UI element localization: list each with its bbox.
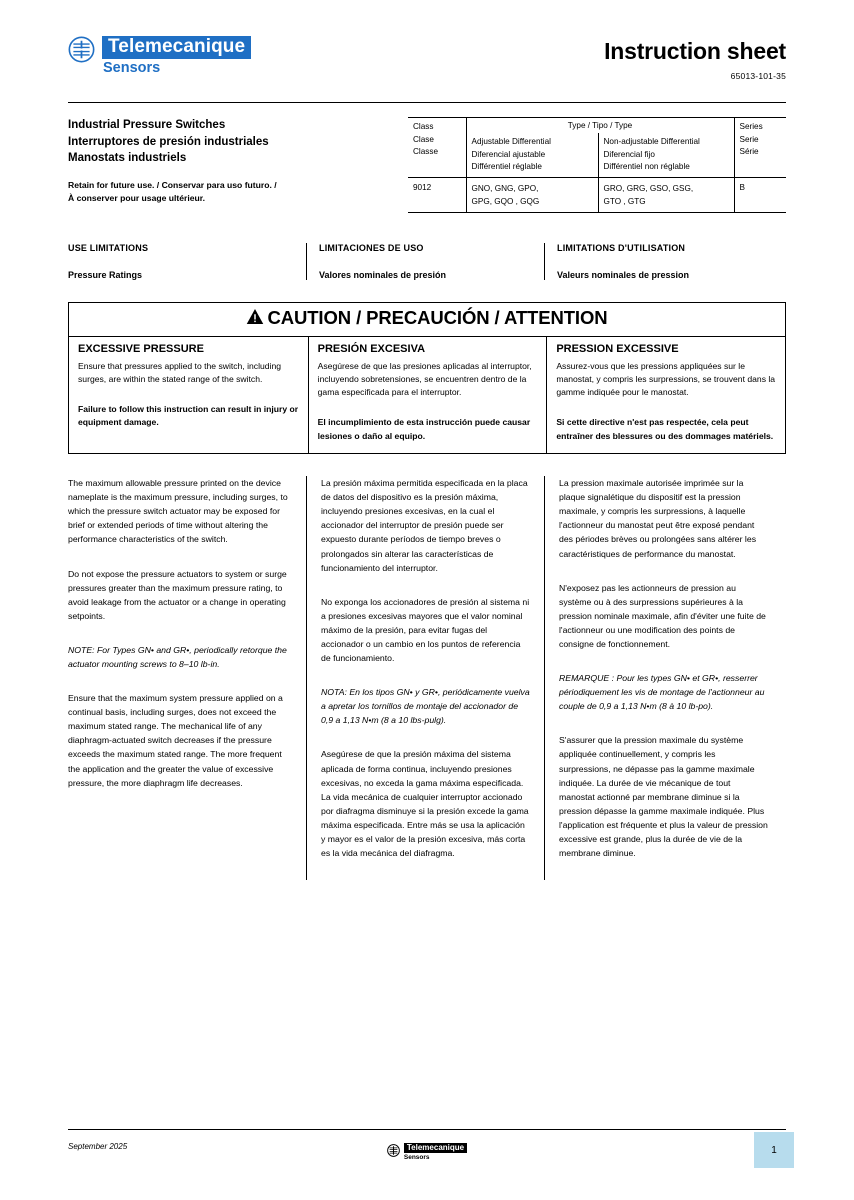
- product-title-block: [68, 117, 398, 213]
- retain-line-2: À conserver pour usage ultérieur.: [68, 192, 206, 203]
- caution-heading-es: PRESIÓN EXCESIVA: [317, 342, 426, 355]
- class-type-series-table: [408, 117, 786, 213]
- caution-spacer-fr: [556, 399, 776, 416]
- body-note-es: NOTA: En los tipos GN• y GR•, periódicamente vuelva a apretar los tornillos de montaje del accionador de 0,9 a 1,13 N•m (8 a 10 lbs-pulg).: [321, 687, 530, 726]
- table-row: [408, 178, 786, 212]
- use-limitations-heading-es: LIMITACIONES DE USO: [319, 242, 424, 253]
- brand-subname: Sensors: [103, 59, 161, 76]
- non-adjustable-fr: Différentiel non réglable: [603, 162, 690, 172]
- caution-banner: [69, 303, 785, 337]
- page-footer: [68, 1129, 786, 1174]
- caution-bold-en: Failure to follow this instruction can result in injury or equipment damage.: [78, 404, 299, 428]
- brand-logo: [68, 30, 251, 76]
- type-header-cell: Type / Tipo / Type: [466, 118, 734, 134]
- caution-columns: [69, 337, 785, 454]
- non-adjustable-types-line-1: GRO, GRG, GSO, GSG,: [603, 184, 694, 194]
- use-limitations-heading-en: USE LIMITATIONS: [68, 242, 149, 253]
- caution-body-es: Asegúrese de que las presiones aplicadas al interruptor, incluyendo sobretensiones, se encuentren dentro de la gama especificada para el interruptor.: [317, 360, 532, 398]
- adjustable-fr: Différentiel réglable: [471, 162, 542, 172]
- adjustable-types-cell: [466, 178, 598, 212]
- body-paragraph-es-1: La presión máxima permitida especificada en la placa de datos del dispositivo es la presión máxima, incluyendo presiones excesivas, en la cual el accionador del interruptor de presión puede ser expuesto durante períodos de tiempo breves o prolongados sin alterar las características de funcionamiento del interruptor.: [321, 478, 528, 573]
- product-title-fr: Manostats industriels: [68, 152, 187, 165]
- class-header-fr: Classe: [413, 147, 439, 157]
- non-adjustable-en: Non-adjustable Differential: [603, 137, 700, 146]
- caution-col-es: [308, 337, 547, 454]
- brand-name: Telemecanique: [102, 36, 251, 59]
- adjustable-en: Adjustable Differential: [471, 137, 551, 146]
- series-header-en: Series: [739, 122, 763, 131]
- caution-banner-text: CAUTION / PRECAUCIÓN / ATTENTION: [267, 306, 608, 328]
- non-adjustable-types-cell: [598, 178, 734, 212]
- body-paragraph-fr-1: La pression maximale autorisée imprimée sur la plaque signalétique du dispositif est la pression maximale, y compris les surpressions, à laquelle l'actionneur du manostat peut être exposé pendant des périodes brèves ou prolongées sans altérer les caractéristiques de performance du manostat.: [559, 478, 757, 559]
- body-col-es: [306, 476, 544, 880]
- table-header-row: [408, 118, 786, 134]
- header-divider: [68, 102, 786, 103]
- series-header-es: Serie: [739, 134, 759, 144]
- product-title-es: Interruptores de presión industriales: [68, 135, 269, 148]
- body-note-en: NOTE: For Types GN• and GR•, periodically retorque the actuator mounting screws to 8–10 lb-in.: [68, 644, 287, 670]
- class-value-cell: 9012: [408, 178, 466, 212]
- non-adjustable-es: Diferencial fijo: [603, 149, 655, 159]
- body-text-section: [68, 476, 786, 880]
- use-limitations-heading-fr: LIMITATIONS D'UTILISATION: [557, 242, 686, 253]
- use-limitations-section: [68, 243, 786, 280]
- caution-box: [68, 302, 786, 455]
- body-paragraph-fr-2: N'exposez pas les actionneurs de pression au système ou à des surpressions supérieures à la pression nominale maximale, afin d'éviter une fuite de l'actionneur ou une modification des points de consigne de fonctionnement.: [559, 582, 766, 650]
- adjustable-types-line-1: GNO, GNG, GPO,: [471, 184, 539, 194]
- body-paragraph-en-3: Ensure that the maximum system pressure applied on a continual basis, including surges, does not exceed the maximum stated range. The mechanical life of any diaphragm-actuated switch decreases if the pressure exceeds the maximum stated range. The more frequent the application and the greater the value of excessive pressure, the more diaphragm life decreases.: [68, 693, 283, 788]
- use-limitations-col-fr: [544, 243, 782, 280]
- class-header-en: Class: [413, 122, 434, 131]
- caution-spacer-en: [78, 386, 299, 403]
- body-paragraph-fr-3: S'assurer que la pression maximale du système appliquée continuellement, y compris les surpressions, ne dépasse pas la gamme maximale indiquée. La durée de vie mécanique de tout manostat actionné par membrane diminue si la pression dépasse la gamme maximale indiquée. Plus l'application est fréquente et plus la valeur de pression excessive est grande, plus la durée de vie de la membrane diminue.: [559, 735, 768, 859]
- body-paragraph-es-2: No exponga los accionadores de presión al sistema ni a presiones excesivas mayores que el valor nominal máximo de la presión, para evitar fugas del accionador o un cambio en los puntos de referencia de funcionamiento.: [321, 596, 530, 664]
- body-note-fr: REMARQUE : Pour les types GN• et GR•, resserrer périodiquement les vis de montage de l'actionneur au couple de 0,9 a 1,13 N•m (8 à 10 lb-po).: [559, 673, 765, 712]
- caution-body-en: Ensure that pressures applied to the switch, including surges, are within the stated range of the switch.: [78, 360, 282, 384]
- pressure-ratings-subheading-fr: Valeurs nominales de pression: [557, 269, 690, 280]
- page-header: [68, 30, 786, 98]
- adjustable-differential-cell: [466, 133, 598, 178]
- retain-line-1: Retain for future use. / Conservar para uso futuro. /: [68, 180, 277, 191]
- pressure-ratings-subheading-es: Valores nominales de presión: [319, 269, 447, 280]
- telemecanique-logo-icon: [68, 36, 95, 63]
- product-title-en: Industrial Pressure Switches: [68, 119, 226, 131]
- series-header-cell: [734, 118, 786, 178]
- class-header-cell: [408, 118, 466, 178]
- caution-bold-es: El incumplimiento de esta instrucción puede causar lesiones o daño al equipo.: [317, 417, 531, 441]
- footer-brand-subname: Sensors: [403, 1153, 430, 1161]
- caution-heading-fr: PRESSION EXCESSIVE: [556, 342, 679, 355]
- caution-body-fr: Assurez-vous que les pressions appliquées sur le manostat, y compris les surpressions, se trouvent dans la gamme indiquée pour le manostat.: [556, 360, 776, 398]
- warning-triangle-icon: [246, 308, 264, 330]
- body-paragraph-en-1: The maximum allowable pressure printed on the device nameplate is the maximum pressure, including surges, to which the pressure switch actuator may be exposed for brief or extended periods of time without altering the performance characteristics of the switch.: [68, 478, 288, 545]
- body-paragraph-es-3: Asegúrese de que la presión máxima del sistema aplicada de forma continua, incluyendo presiones excesivas, no exceda la gama máxima especificada. La vida mecánica de cualquier interruptor accionado por diafragma disminuye si la presión excede la gama máxima especificada. Entre más se usa la aplicación y mayor es el valor de la presión excesiva, más corta es la vida mecánica del diafragma.: [321, 749, 529, 859]
- caution-bold-fr: Si cette directive n'est pas respectée, cela peut entraîner des blessures ou des dommages matériels.: [556, 417, 774, 441]
- use-limitations-col-en: [68, 243, 306, 280]
- page-number-badge: 1: [754, 1132, 794, 1168]
- body-col-fr: [544, 476, 782, 880]
- caution-col-fr: [546, 337, 785, 454]
- document-number: 65013-101-35: [730, 71, 786, 81]
- non-adjustable-types-line-2: GTO , GTG: [603, 196, 646, 206]
- adjustable-es: Diferencial ajustable: [471, 149, 546, 159]
- caution-heading-en: EXCESSIVE PRESSURE: [78, 342, 204, 355]
- pressure-ratings-subheading-en: Pressure Ratings: [68, 269, 143, 280]
- document-identity: [604, 30, 786, 81]
- document-title: Instruction sheet: [604, 38, 786, 64]
- use-limitations-col-es: [306, 243, 544, 280]
- telemecanique-footer-logo-icon: [387, 1144, 400, 1157]
- title-and-class-table: [68, 117, 786, 213]
- footer-brand-name: Telemecanique: [404, 1143, 467, 1153]
- body-col-en: [68, 476, 306, 880]
- footer-content: [68, 1130, 786, 1174]
- series-value-cell: B: [734, 178, 786, 212]
- retain-notice: [68, 179, 398, 205]
- adjustable-types-line-2: GPG, GQO , GQG: [471, 196, 540, 206]
- footer-date: September 2025: [68, 1142, 128, 1151]
- series-header-fr: Série: [739, 147, 759, 157]
- caution-spacer-es: [318, 399, 538, 416]
- non-adjustable-differential-cell: [598, 133, 734, 178]
- caution-col-en: [69, 337, 308, 454]
- class-header-es: Clase: [413, 134, 434, 144]
- body-paragraph-en-2: Do not expose the pressure actuators to system or surge pressures greater than the maximum pressure rating, to avoid leakage from the actuator or a change in operating setpoints.: [68, 568, 287, 621]
- footer-brand-logo: [387, 1143, 467, 1162]
